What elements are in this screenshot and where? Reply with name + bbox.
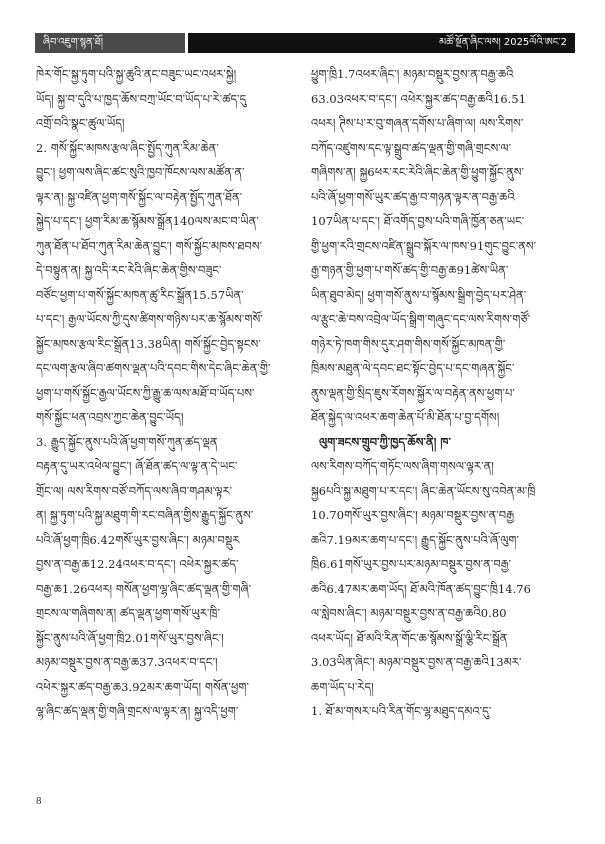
text-line: འགྲོ་བའི་སྣང་ཚུལ་ཡོད། (36, 116, 125, 130)
right-text-column (311, 62, 567, 724)
text-line: བརྟན་དུ་ཡར་འཕེལ་བྱུང་། ཞོ་ཐོན་ཚད་ལ་ལྟ་ན་དེ་ཡང་ (36, 459, 238, 473)
text-line: ལས་རིགས་བཀོད་གཏོང་ལས་ཞིག་གསལ་ལྟར་ན། (311, 459, 494, 473)
text-line: 3. རྒྱུད་སྐྱོང་ནུས་པའི་ཞོ་ཕྱག་གསོ་ཀུན་ཚད་ལྡན (36, 434, 218, 449)
text-line: ཆའི7.19མར་ཆག་པ་དང་། རྒྱུད་སྐྱོང་ནུས་པའི་ཞོ་ལུག་ (311, 532, 519, 547)
text-line: བཀོད་འཛུགས་དང་ལྟ་སྒྲུབ་ཚད་ལྡན་གྱི་གཞི་གྲངས་ལ་ (311, 140, 512, 155)
text-line: འཕར་ཡོད། ཐོ་མའི་རིན་གོང་ཆ་སྙོམས་སྒྲོ་ལྕི་རིང་སྒྲོན (311, 630, 508, 645)
text-line: སྐྱེད་པ་དང་། ཕྱག་རིམ་ཆ་སྙོམས་སྒྲོན140ལས་མང་བ་ཡིན་ (36, 214, 259, 228)
text-line: ལྷ་ཞིང་ཚད་ལྡན་གྱི་གཞི་གྲངས་ལ་ལྟར་ན། སྐྱ་འདི་ཕྱག་ (36, 704, 239, 718)
text-line: བཙོང་ཕྱག་པ་གསོ་སྐྱོང་མཁན་ཚུ་རིང་སྒྲོན15.57ཡིན་ (36, 287, 244, 302)
text-line: འཕེར་སྐྱར་ཚད་བརྒྱ་ཆ3.92མར་ཆག་ཡོད། གསོན་ཕྱག་ (36, 679, 250, 694)
section-heading: ལུག་ཟངས་གྲུབ་ཀྱི་ཁྱད་ཆོས་ནི། ཁ་ (319, 434, 451, 449)
text-line: ཡོད། སྐྱ་བ་དུའི་པ་ཁྱད་ཆོས་བཀྲ་ཡོང་བ་ཡོད་པ་རེ་ཚད་དུ (36, 91, 247, 106)
text-line: ཐོན་སྐྱེད་ལ་འཕར་ཆག་ཆེན་པོ་མི་ཐོན་པ་བྱ་དགོས། (311, 410, 500, 424)
text-line: པ་དང་། རྒྱལ་ཡོངས་ཀྱི་དུས་ཚིགས་གཉིས་པར་ཆ་སྙོམས་གསོ་ (36, 312, 263, 326)
text-line: 1. ཐོ་མ་གསར་པའི་རིན་གོང་ལྷ་མཐུད་དམའ་དུ་ (311, 704, 492, 718)
text-line: 63.03འཕར་བ་དང་། འཕེར་སྐྱར་ཚད་བརྒྱ་ཆའི16.51 (311, 91, 527, 106)
text-line: 10.70གསོ་ཡུར་བྱས་ཞིང་། མཉམ་བསྡུར་བྱས་ན་བརྒྱ (311, 508, 515, 522)
text-line: གྲོང་ལ། ལས་རིགས་བཙོ་བཀོད་ལས་ཞིབ་གཤམ་ལྟར་ (36, 483, 233, 498)
text-line: ནུས་ལྡན་གྱི་སྲིད་ཇུས་རོགས་སྐྱོར་ལ་བརྟེན་ནས་ཕྱག་པ་ (311, 385, 515, 400)
text-line: འཕར། ཊིས་པ་ར་བུ་གཞན་དགོས་པ་ཞིག་ལ། ལས་རིགས་ (311, 116, 524, 130)
text-line: ཁྲི6.61གསོ་ཡུར་བྱས་པར་མཉམ་བསྡུར་བྱས་ན་བརྒྱ་ (311, 557, 512, 571)
text-line: སྐྱོང་མཁས་རྩལ་རིང་སྒྲོན13.38ཡིན། གསོ་སྐྱོང་བྱེད་སྟངས་ (36, 336, 261, 351)
text-line: པའི་ཞོ་ཕྱག་ཁྲི6.42གསོ་ཡུར་བྱས་ཞིང་། མཉམ་བསྡུར (36, 532, 240, 547)
text-line: བྱས་ན་བརྒྱ་ཆ12.24འཕར་བ་དང་། འཕེར་སྐྱར་ཚད་ (36, 557, 239, 571)
text-line: གཉེར་ཏེ་ཁག་གིས་དུར་ཤག་གིས་གསོ་སྐྱོང་མཁན་གྱི་ (311, 336, 506, 351)
text-line: གཞིགས་ན། སྐྱ6ཕར་རང་རེའི་ཞིང་ཆེན་གྱི་ཕྱུག་སྐྱོང་ནུས་ (311, 165, 525, 179)
page-number: 8 (36, 795, 42, 807)
text-line: གསོ་སྐྱོང་ཕན་འབྲས་ཀྱང་ཆེན་བྱུང་ཡོད། (36, 410, 184, 424)
text-line: 107ཡིན་པ་དང་། ཐོ་འགོད་བྱས་པའི་གཞི་ཁྱོན་ཅན་ཡང་ (311, 214, 525, 228)
running-header (35, 33, 575, 53)
text-line: ཕྱུག་ཁྲི1.7འཕར་ཞིང་། མཉམ་བསྡུར་བྱས་ན་བརྒྱ་ཆའི (311, 67, 514, 81)
text-line: ལ་རྩུང་ཆེ་བས་འབྲེལ་ཡོད་སྒྲིག་གཞུང་དང་ལས་རིགས་གཙོ་ (311, 312, 531, 326)
text-line: ཁྲིམས་མཐུན་ལེ་དབང་ཐང་སྟོང་བྱེད་པ་དང་གཞན་སྐྱོང་ (311, 361, 515, 375)
text-line: 2. གསོ་སྐྱོང་མཁས་རྩལ་ཞིང་སྤྱོད་ཀུན་རིམ་ཆེན་ (36, 140, 219, 155)
text-line: ཀུན་ཐོན་པ་ཐོབ་ཀུན་རིམ་ཆེན་བྱུང་། གསོ་སྐྱོང་མཁས་ཐབས་ (36, 238, 263, 253)
text-line: 3.03ཡིན་ཞིང་། མཉམ་བསྡུར་བྱས་ན་བརྒྱ་ཆའི13མར་ (311, 655, 522, 669)
text-line: ཁེར་གོང་སྐྱ་ཏུག་པའི་སྐྱ་ཆུའི་ནང་བཟུང་ཡང་འཕར་སྐྱེ། (36, 67, 237, 81)
text-line: པའི་ཞོ་ཕྱག་གསོ་ཡུར་ཚད་རྒྱ་བ་གཉན་ལྟར་ན་བརྒྱ་ཆའི (311, 189, 515, 204)
text-line: ཕྱག་པ་གསོ་སྐྱོང་རྒྱལ་ཡོངས་ཀྱི་རྒྱུ་ཆ་ལས་མཐོ་བ་ཡོད་པས་ (36, 385, 255, 400)
text-line: ལ་སླེབས་ཞིང་། མཉམ་བསྡུར་བྱས་ན་བརྒྱ་ཆའི0.80 (311, 606, 507, 620)
journal-title: ཞིབ་འཇུག་སྙན་ཐོ། (35, 33, 185, 53)
text-line: གྱི་ཕྱག་རའི་གྲངས་འཛིན་སྒྲུབ་སྐོར་ལ་ཁས་91གུང་བྱུང་ནས་ (311, 238, 537, 253)
text-line: གྲངས་ལ་གཞིགས་ན། ཚད་ལྡན་ཕྱག་གསོ་ཡུར་ཁྲི་ (36, 606, 220, 620)
text-line: བྱུང་། ཕྱག་ལས་ཞིང་ཚང་སུའི་ཁྱབ་ཁོངས་ལས་མཚོན་ན་ (36, 165, 245, 179)
text-line: སྐྱ6པའི་སྐྱ་མཐུག་པ་ར་དང་། ཞིང་ཆེན་ཡོངས་སུ་འབེན་མ་ཁྲི (311, 483, 536, 498)
issue-info: མཚོ་སྔོན་ཞིང་ལས། 2025ལོའི་ཨང་2 (185, 33, 575, 53)
text-line: ཡིན་ཐུབ་མེད། ཕྱག་གསོ་ནུས་པ་སྙོམས་སྒྲིག་བྱེད་པར་ཤེན་ (311, 287, 527, 302)
text-line: ན། སྐྱ་ཏུག་པའི་སྐྱ་མཐུག་གི་རང་བཞིན་གྱིས་རྒྱུད་སྐྱོང་ནུས་ (36, 508, 254, 522)
text-line: རྒྱ་གཉན་གྱི་ཕྱག་པ་གསོ་ཚད་གྱི་བརྒྱ་ཆ91ཚེས་ཡིན་ (311, 263, 509, 277)
text-line: དེ་བསྟུན་ན། སྐྱ་འདི་རང་རེའི་ཞིང་ཆེན་གྱིས་བཟུང་ (36, 263, 222, 277)
text-line: ལྟར་ན། སྐྱ་འཛིན་ཕྱག་གསོ་སྐྱོང་ལ་བརྟེན་སྤྱོད་ཀུན་ཐོན་ (36, 189, 243, 204)
text-line: བརྒྱ་ཆ1.26འཕར། གསོན་ཕྱག་ལྷ་ཞིང་ཚད་ལྡན་གྱི་གཞི་ (36, 581, 252, 596)
text-line: མཉམ་བསྡུར་བྱས་ན་བརྒྱ་ཆ37.3འཕར་བ་དང་། (36, 655, 218, 669)
left-text-column (36, 62, 292, 724)
text-line: དང་ལག་རྩལ་ཞིབ་ཚགས་ལྡན་པའི་དབང་གིས་དེང་ཞིང་ཆེན་གྱི་ (36, 361, 271, 375)
text-line: སྐྱོང་ནུས་པའི་ཞོ་ཕྱག་ཁྲི2.01གསོ་ཡུར་བྱས་ཞིང་། (36, 630, 224, 645)
text-line: ཆག་ཡོད་པ་རེད། (311, 679, 374, 694)
text-line: ཆའི6.47མར་ཆག་ཡོད། ཐོ་མའི་ཁོན་ཚད་བྱུང་ཁྲི14.76 (311, 581, 532, 596)
